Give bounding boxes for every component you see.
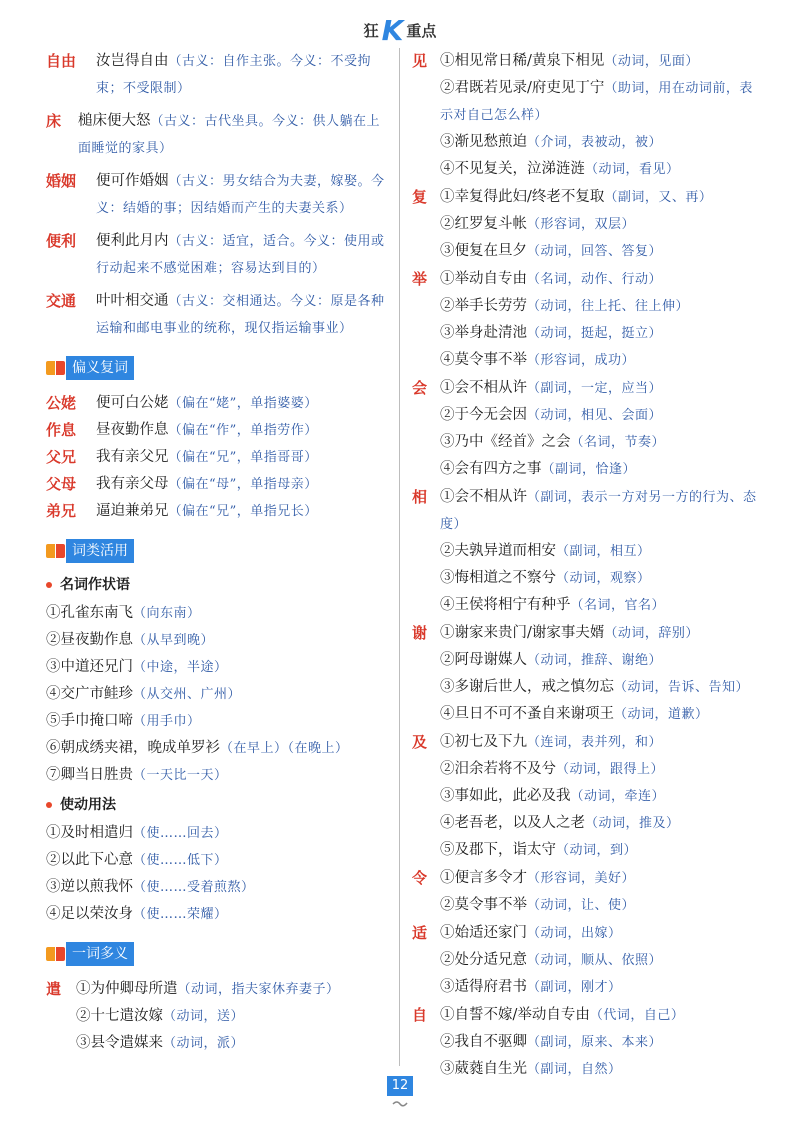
sense-text: ③适得府君书 [440,979,527,995]
sense-item [440,484,762,538]
gujin-entry [46,228,386,282]
item-text: ②以此下心意 [46,852,133,868]
list-item [46,762,386,789]
sense-note: （助词，用在动词前，表示对自己怎么样） [440,81,753,123]
sense-item [440,783,762,810]
entry-headword: 见 [412,52,428,70]
sense-item [440,974,762,1001]
entry-text: 叶叶相交通 [96,293,169,309]
entry-text: 便可作婚姻 [96,173,169,189]
entry-text: 便可白公姥 [96,395,169,411]
entry-headword: 婚姻 [46,172,77,190]
entry-text: 汝岂得自由 [96,53,169,69]
section-title: 一词多义 [66,942,134,966]
entry-text: 昼夜勤作息 [96,422,169,438]
item-text: ①及时相遣归 [46,825,133,841]
right-column [412,48,762,1084]
item-text: ⑥朝成绣夹裙，晚成单罗衫 [46,740,220,756]
sense-item [440,266,762,293]
item-note: （从早到晚） [133,633,215,648]
sense-text: ⑤及郡下，诣太守 [440,842,556,858]
sense-item [440,429,762,456]
item-note: （用手巾） [133,714,201,729]
sense-note: （动词，往上托、往上伸） [527,299,690,314]
pianyi-entry [46,444,386,471]
sense-text: ①相见常日稀/黄泉下相见 [440,53,605,69]
header-logo: K [381,14,404,47]
list-item [46,600,386,627]
sense-note: （名词，节奏） [570,435,666,450]
subheading-label: 使动用法 [60,797,116,813]
section-header-cilei [46,539,386,563]
entry-headword: 适 [412,924,428,942]
sense-note: （动词，到） [556,843,638,858]
sense-item [440,538,762,565]
entry-note: （古义：男女结合为夫妻，嫁娶。今义：结婚的事；因结婚而产生的夫妻关系） [96,174,385,216]
list-item [46,820,386,847]
pianyi-entry [46,390,386,417]
duoyi-entry [412,48,762,183]
sense-item [440,402,762,429]
header-left-text: 狂 [363,22,379,40]
sense-item [440,456,762,483]
column-divider [399,48,400,1066]
sense-text: ②君既若见录/府吏见丁宁 [440,80,605,96]
entry-note: （古义：适宜，适合。今义：使用或行动起来不感觉困难；容易达到目的） [96,234,385,276]
sense-note: （代词，自己） [589,1008,685,1023]
entry-headword: 自由 [46,52,77,70]
item-text: ④足以荣汝身 [46,906,133,922]
sense-item [440,156,762,183]
sense-note: （动词，道歉） [614,707,709,722]
sense-text: ④莫令事不举 [440,352,527,368]
sense-text: ②处分适兄意 [440,952,527,968]
sense-note: （动词，看见） [585,162,680,177]
entry-note: （偏在“姥”，单指婆婆） [168,396,318,411]
entry-note: （古义：自作主张。今义：不受拘束；不受限制） [96,54,372,96]
item-note: （中途，半途） [133,660,228,675]
sense-text: ②阿母谢媒人 [440,652,527,668]
sense-text: ④旦日不可不蚤自来谢项王 [440,706,614,722]
entry-note: （偏在“母”，单指母亲） [168,477,318,492]
list-item [46,681,386,708]
sense-text: ②于今无会因 [440,407,527,423]
duoyi-entry [412,375,762,483]
sense-item [440,129,762,156]
duoyi-entry [412,865,762,919]
sense-text: ①自誓不嫁/举动自专由 [440,1007,590,1023]
entry-headword: 复 [412,188,428,206]
section-header-pianyi [46,356,386,380]
entry-note: （古义：古代坐具。今义：供人躺在上面睡觉的家具） [78,114,381,156]
entry-headword: 便利 [46,232,77,250]
duoyi-entry [412,920,762,1001]
sense-note: （名词，官名） [570,598,666,613]
entry-headword: 公姥 [46,394,77,412]
entry-note: （古义：交相通达。今义：原是各种运输和邮电事业的统称，现仅指运输事业） [96,294,385,336]
sense-note: （副词，原来、本来） [527,1035,663,1050]
duoyi-entry [412,1002,762,1083]
sense-text: ③乃中《经首》之会 [440,434,571,450]
sense-item [440,920,762,947]
pianyi-entry [46,498,386,525]
item-text: ③逆以煎我怀 [46,879,133,895]
sense-note: （动词，让、使） [527,898,636,913]
pianyi-entry [46,417,386,444]
sense-text: ①谢家来贵门/谢家事夫婿 [440,625,605,641]
sense-item [440,75,762,129]
sense-note: （连词，表并列，和） [527,735,663,750]
sense-item [440,592,762,619]
sense-note: （副词，自然） [527,1062,622,1077]
sense-note: （动词，跟得上） [556,762,665,777]
sense-note: （副词，又、再） [604,190,713,205]
sense-note: （动词，观察） [556,571,651,586]
sense-note: （动词，相见、会面） [527,408,663,423]
entry-text: 逼迫兼弟兄 [96,503,169,519]
sense-note: （动词，出嫁） [527,926,622,941]
sense-item [440,810,762,837]
mingci-list [46,600,386,789]
sense-note: （动词，挺起，挺立） [527,326,663,341]
sense-note: （副词，一定，应当） [527,381,663,396]
sense-text: ③葳蕤自生光 [440,1061,527,1077]
entry-headword: 遣 [46,980,62,998]
sense-item [440,238,762,265]
sense-item [440,293,762,320]
sense-text: ④不见复关，泣涕涟涟 [440,161,585,177]
sense-note: （动词，回答、答复） [527,244,663,259]
item-note: （在早上）（在晚上） [220,741,349,756]
entry-headword: 举 [412,270,428,288]
sense-note: （副词，刚才） [527,980,622,995]
duoyi-entry [412,729,762,864]
sense-text: ②我自不驱卿 [440,1034,527,1050]
page-header [0,14,800,47]
page-number: 12 [387,1076,413,1096]
sense-note: （副词，恰逢） [541,462,637,477]
sense-note: （动词，派） [163,1036,245,1051]
book-icon [46,542,66,560]
sense-item [440,756,762,783]
sense-item [440,211,762,238]
shidong-list [46,820,386,928]
sense-note: （动词，告诉、告知） [614,680,750,695]
sense-item [440,565,762,592]
sense-item [440,647,762,674]
sense-note: （动词，辞别） [604,626,699,641]
sense-item [440,865,762,892]
sense-item [440,1029,762,1056]
book-icon [46,945,66,963]
sense-text: ①会不相从许 [440,489,527,505]
item-note: （使……受着煎熬） [133,880,255,895]
sense-note: （动词，推及） [585,816,680,831]
item-text: ⑦卿当日胜贵 [46,767,133,783]
entry-headword: 谢 [412,624,428,642]
duoyi-entry-qian [46,976,386,1057]
sense-item [76,1003,386,1030]
sense-note: （动词，见面） [604,54,699,69]
item-note: （使……回去） [133,826,228,841]
entry-note: （偏在“作”，单指劳作） [168,423,318,438]
sense-text: ③多谢后世人，戒之慎勿忘 [440,679,614,695]
gujin-entry [46,168,386,222]
sense-note: （动词，指夫家休弃妻子） [177,982,340,997]
sense-item [440,184,762,211]
entry-headword: 令 [412,869,428,887]
sense-text: ①会不相从许 [440,380,527,396]
sense-note: （动词，牵连） [570,789,666,804]
sense-note: （动词，顺从、依照） [527,953,663,968]
entry-headword: 父兄 [46,448,77,466]
list-item [46,847,386,874]
sense-note: （形容词，双层） [527,217,636,232]
sense-text: ③渐见愁煎迫 [440,134,527,150]
bullet-dot-icon [46,582,52,588]
sense-note: （形容词，美好） [527,871,636,886]
sense-item [76,976,386,1003]
item-note: （使……低下） [133,853,228,868]
footer-ornament-icon [392,1100,408,1108]
sense-text: ②举手长劳劳 [440,298,527,314]
sense-text: ②莫令事不举 [440,897,527,913]
entry-headword: 作息 [46,421,77,439]
sense-text: ④王侯将相宁有种乎 [440,597,571,613]
entry-note: （偏在“兄”，单指兄长） [168,504,318,519]
left-column [46,48,386,1063]
sense-text: ①举动自专由 [440,271,527,287]
entry-text: 我有亲父兄 [96,449,169,465]
sense-text: ①始适还家门 [440,925,527,941]
header-right-text: 重点 [406,22,437,40]
gujin-entry [46,108,386,162]
item-text: ①孔雀东南飞 [46,605,133,621]
duoyi-entry [412,266,762,374]
item-note: （从交州、广州） [133,687,242,702]
item-text: ④交广市鲑珍 [46,686,133,702]
item-note: （向东南） [133,606,201,621]
sense-text: ②夫孰异道而相安 [440,543,556,559]
gujin-list [46,48,386,342]
entry-text: 槌床便大怒 [78,113,151,129]
section-title: 词类活用 [66,539,134,563]
sense-text: ②十七遣汝嫁 [76,1008,163,1024]
sense-item [440,620,762,647]
entry-headword: 弟兄 [46,502,77,520]
entry-headword: 自 [412,1006,428,1024]
pianyi-entry [46,471,386,498]
entry-headword: 交通 [46,292,77,310]
sense-text: ④会有四方之事 [440,461,542,477]
sense-item [440,48,762,75]
entry-headword: 床 [46,112,62,130]
entry-headword: 及 [412,733,428,751]
list-item [46,874,386,901]
bullet-dot-icon [46,802,52,808]
sense-text: ④老吾老，以及人之老 [440,815,585,831]
subheading-mingci [46,573,386,597]
item-note: （使……荣耀） [133,907,228,922]
sense-text: ①初七及下九 [440,734,527,750]
sense-item [440,347,762,374]
sense-item [440,701,762,728]
list-item [46,901,386,928]
sense-text: ③事如此，此必及我 [440,788,571,804]
duoyi-entry [412,184,762,265]
sense-note: （名词，动作、行动） [527,272,663,287]
pianyi-list [46,390,386,525]
sense-item [440,837,762,864]
sense-note: （介词，表被动，被） [527,135,663,150]
sense-text: ③举身赴清池 [440,325,527,341]
entry-headword: 父母 [46,475,77,493]
entry-text: 便利此月内 [96,233,169,249]
sense-note: （副词，相互） [556,544,651,559]
sense-item [440,892,762,919]
sense-note: （动词，推辞、谢绝） [527,653,663,668]
gujin-entry [46,288,386,342]
sense-note: （动词，送） [163,1009,245,1024]
list-item [46,654,386,681]
section-title: 偏义复词 [66,356,134,380]
sense-text: ③悔相道之不察兮 [440,570,556,586]
list-item [46,627,386,654]
entry-headword: 会 [412,379,428,397]
sense-item [440,674,762,701]
subheading-shidong [46,793,386,817]
sense-text: ③县令遣媒来 [76,1035,163,1051]
gujin-entry [46,48,386,102]
sense-note: （副词，表示一方对另一方的行为、态度） [440,490,757,532]
sense-text: ①为仲卿母所遣 [76,981,178,997]
sense-item [440,1056,762,1083]
sense-item [76,1030,386,1057]
sense-item [440,375,762,402]
item-note: （一天比一天） [133,768,228,783]
sense-text: ①幸复得此妇/终老不复取 [440,189,605,205]
sense-item [440,729,762,756]
entry-headword: 相 [412,488,428,506]
item-text: ⑤手巾掩口啼 [46,713,133,729]
sense-item [440,1002,762,1029]
item-text: ②昼夜勤作息 [46,632,133,648]
sense-text: ②汨余若将不及兮 [440,761,556,777]
entry-text: 我有亲父母 [96,476,169,492]
section-header-duoyi [46,942,386,966]
sense-item [440,320,762,347]
entry-note: （偏在“兄”，单指哥哥） [168,450,318,465]
book-icon [46,359,66,377]
duoyi-entry [412,484,762,619]
list-item [46,735,386,762]
sense-text: ③便复在旦夕 [440,243,527,259]
item-text: ③中道还兄门 [46,659,133,675]
sense-text: ①便言多令才 [440,870,527,886]
sense-note: （形容词，成功） [527,353,636,368]
sense-text: ②红罗复斗帐 [440,216,527,232]
sense-item [440,947,762,974]
subheading-label: 名词作状语 [60,577,130,593]
list-item [46,708,386,735]
duoyi-entry [412,620,762,728]
